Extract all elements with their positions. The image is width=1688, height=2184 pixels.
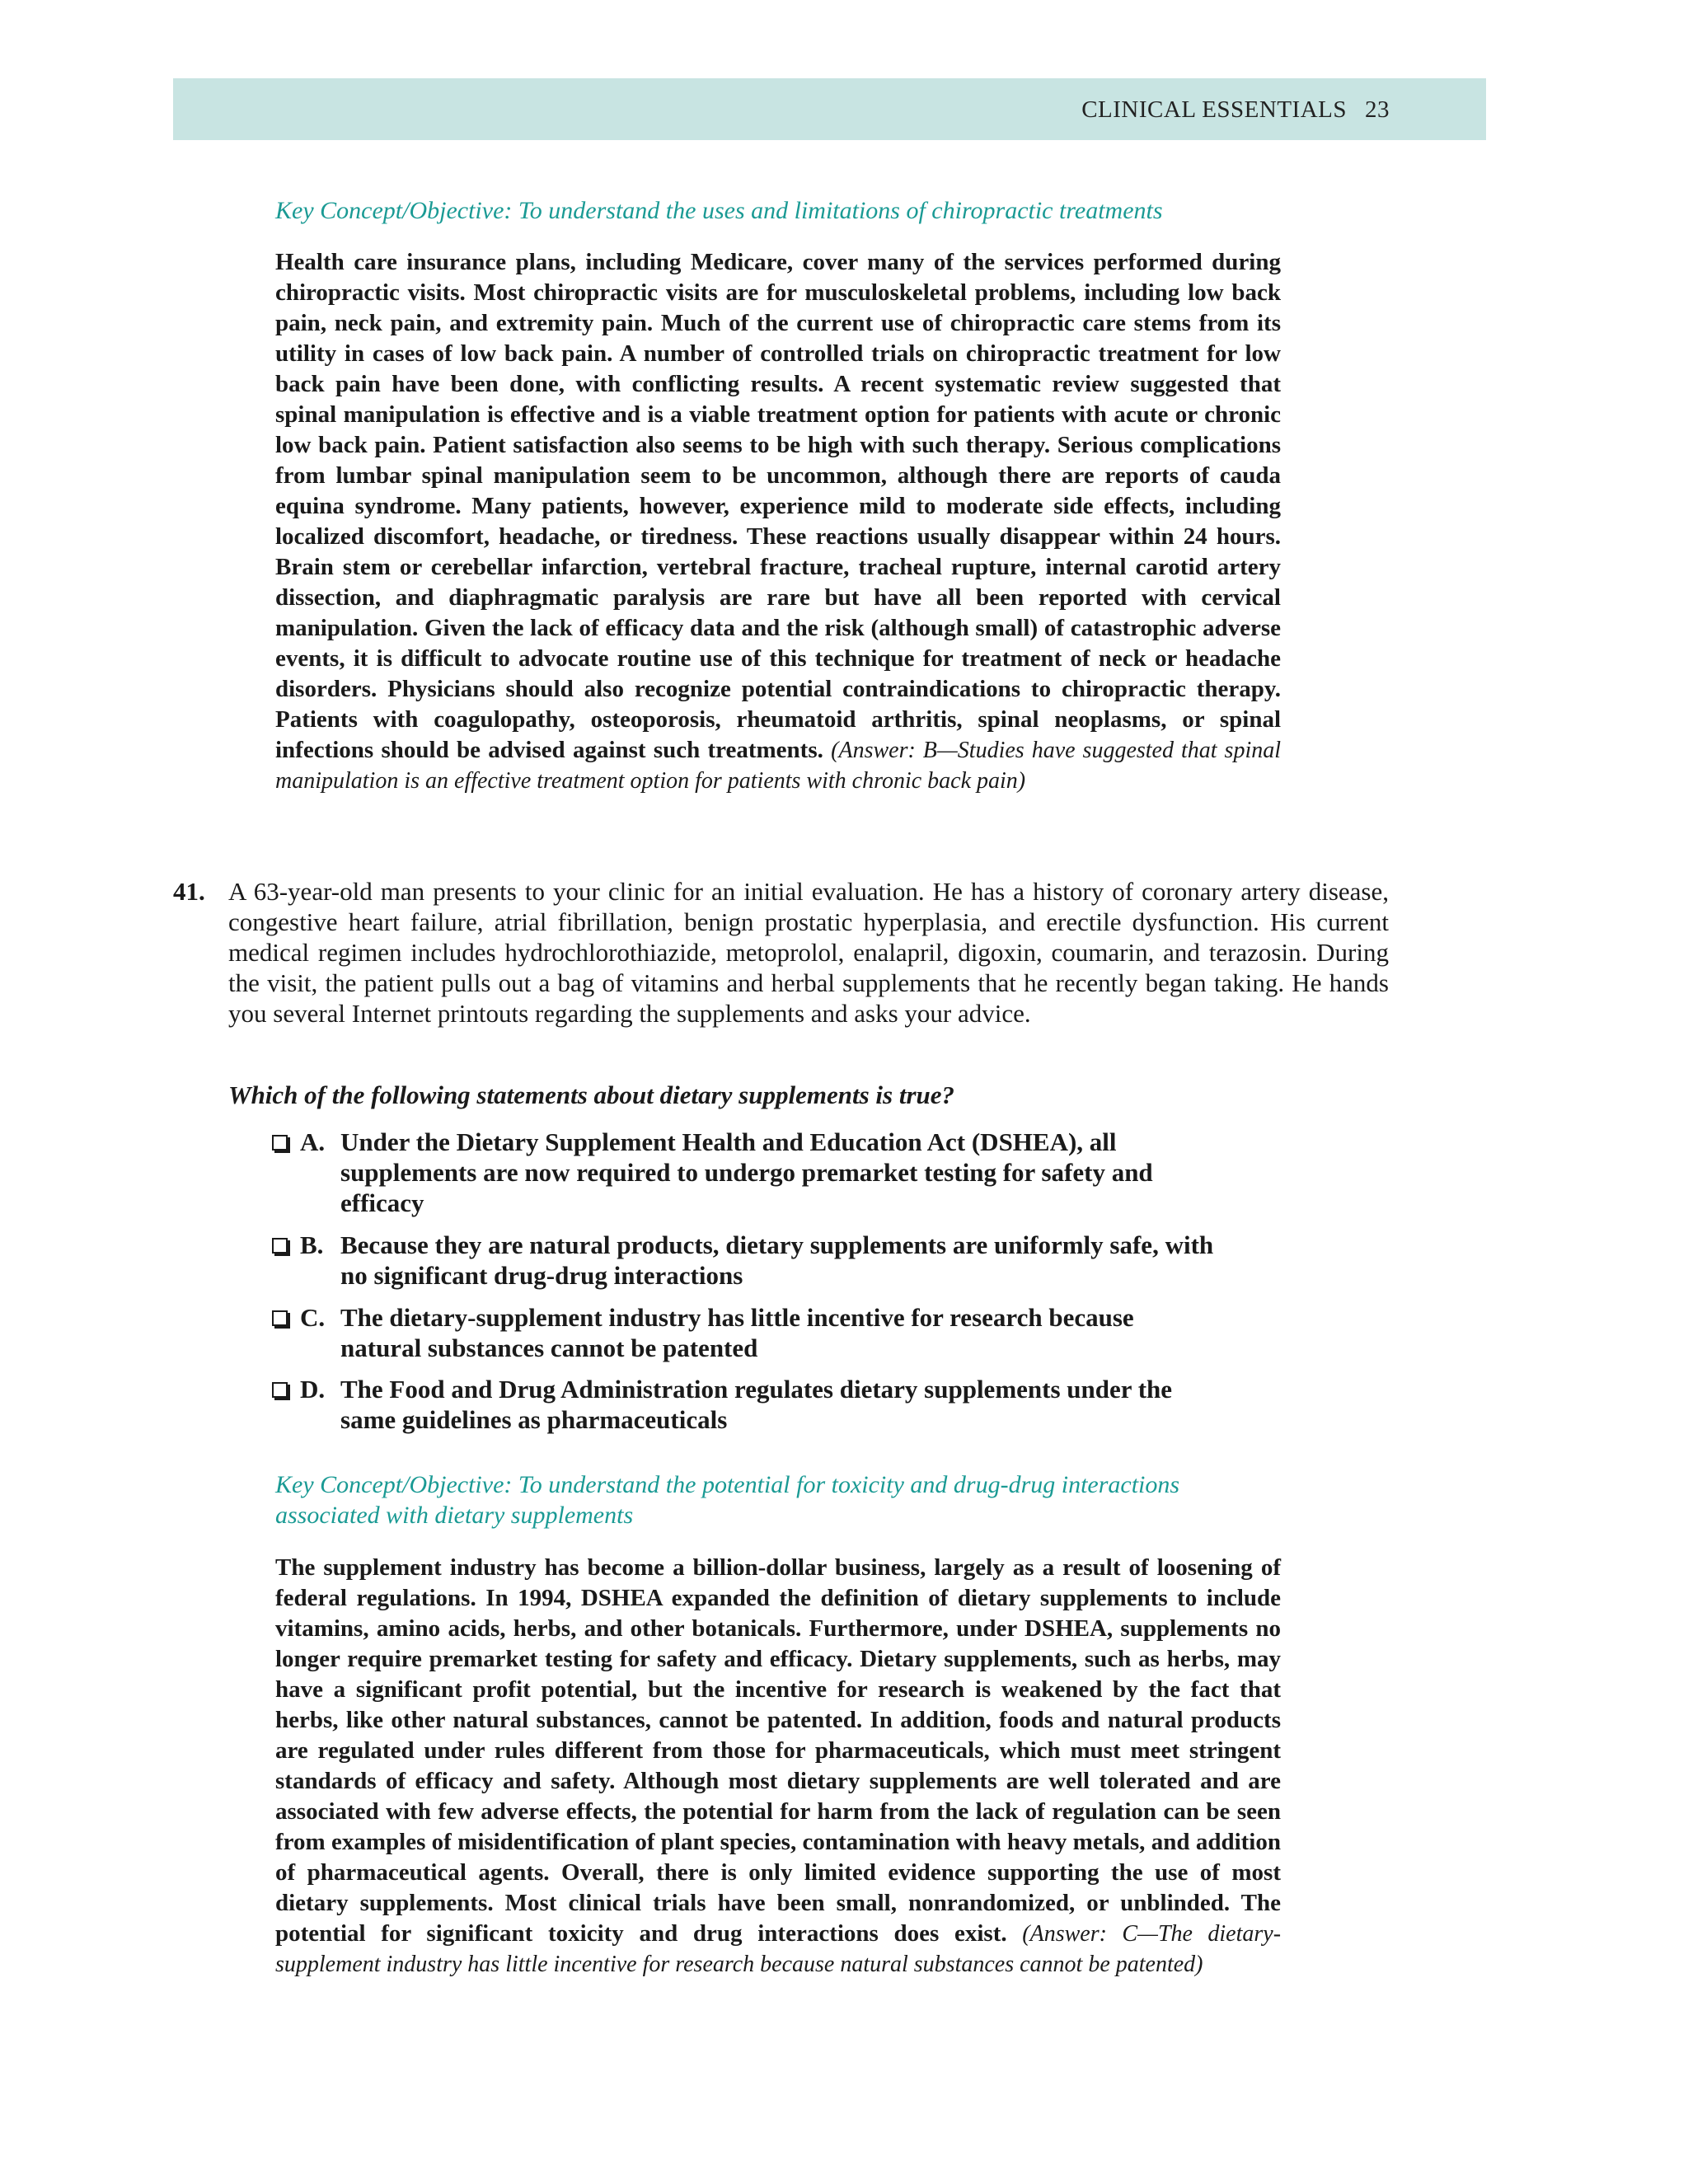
option-text: The Food and Drug Administration regulates dietary supplements under the same guidelines as pharmaceuticals bbox=[340, 1375, 1173, 1434]
checkbox-b[interactable] bbox=[272, 1238, 288, 1254]
question-prompt: Which of the following statements about dietary supplements is true? bbox=[228, 1080, 955, 1109]
explanation-supplements bbox=[275, 1553, 1281, 1980]
key-concept-chiropractic: Key Concept/Objective: To understand the uses and limitations of chiropractic treatments bbox=[275, 197, 1163, 224]
option-letter: C. bbox=[300, 1303, 326, 1332]
header-text bbox=[1081, 96, 1390, 124]
running-header bbox=[173, 78, 1486, 140]
option-letter: B. bbox=[300, 1230, 324, 1259]
checkbox-d[interactable] bbox=[272, 1382, 288, 1398]
question-number: 41. bbox=[173, 877, 205, 906]
option-text: The dietary-supplement industry has little incentive for research because natural substances cannot be patented bbox=[340, 1303, 1134, 1362]
explanation-chiropractic bbox=[275, 247, 1281, 796]
header-section-title: CLINICAL ESSENTIALS bbox=[1081, 96, 1347, 123]
checkbox-c[interactable] bbox=[272, 1310, 288, 1326]
key-concept-supplements: Key Concept/Objective: To understand the potential for toxicity and drug-drug interactions associated with dietary supplements bbox=[275, 1471, 1180, 1529]
explanation-body: Health care insurance plans, including Medicare, cover many of the services performed during chiropractic visits. Most chiropractic visits are for musculoskeletal problems, including low back pain, neck pain, and extremity pain. Much of the current use of chiropractic care stems from its utility in cases of low back pain. A number of controlled trials on chiropractic treatment for low back pain have been done, with conflicting results. A recent systematic review suggested that spinal manipulation is effective and is a viable treatment option for patients with acute or chronic low back pain. Patient satisfaction also seems to be high with such therapy. Serious complications from lumbar spinal manipulation seem to be uncommon, although there are reports of cauda equina syndrome. Many patients, however, experience mild to moderate side effects, including localized discomfort, headache, or tiredness. These reactions usually disappear within 24 hours. Brain stem or cerebellar infarction, vertebral fracture, tracheal rupture, internal carotid artery dissection, and diaphragmatic paralysis are rare but have all been reported with cervical manipulation. Given the lack of efficacy data and the risk (although small) of catastrophic adverse events, it is difficult to advocate routine use of this technique for treatment of neck or headache disorders. Physicians should also recognize potential contraindications to chiropractic therapy. Patients with coagulopathy, osteoporosis, rheumatoid arthritis, spinal neoplasms, or spinal infections should be advised against such treatments. bbox=[275, 249, 1281, 763]
option-letter: A. bbox=[300, 1127, 326, 1156]
question-stem: A 63-year-old man presents to your clinic for an initial evaluation. He has a history of coronary artery disease, congestive heart failure, atrial fibrillation, benign prostatic hyperplasia, and erectile dysfunction. His current medical regimen includes hydrochlorothiazide, metoprolol, enalapril, digoxin, coumarin, and terazosin. During the visit, the patient pulls out a bag of vitamins and herbal supplements that he recently began taking. He hands you several Internet printouts regarding the supplements and asks your advice. bbox=[228, 877, 1389, 1028]
answer-text: (Answer: C—The dietary-supplement industry has little incentive for research because natural substances cannot be patented) bbox=[275, 1921, 1282, 1977]
option-text: Under the Dietary Supplement Health and Education Act (DSHEA), all supplements are now required to undergo premarket testing for safety and efficacy bbox=[340, 1127, 1153, 1217]
answer-text: (Answer: B—Studies have suggested that spinal manipulation is an effective treatment option for patients with chronic back pain) bbox=[275, 738, 1282, 794]
option-text: Because they are natural products, dietary supplements are uniformly safe, with no significant drug-drug interactions bbox=[340, 1230, 1214, 1290]
option-letter: D. bbox=[300, 1375, 326, 1404]
checkbox-a[interactable] bbox=[272, 1135, 288, 1151]
explanation-body: The supplement industry has become a billion-dollar business, largely as a result of loosening of federal regulations. In 1994, DSHEA expanded the definition of dietary supplements to include vitamins, amino acids, herbs, and other botanicals. Furthermore, under DSHEA, supplements no longer require premarket testing for safety and efficacy. Dietary supplements, such as herbs, may have a significant profit potential, but the incentive for research is weakened by the fact that herbs, like other natural substances, cannot be patented. In addition, foods and natural products are regulated under rules different from those for pharmaceuticals, which must meet stringent standards of efficacy and safety. Although most dietary supplements are well tolerated and are associated with few adverse effects, the potential for harm from the lack of regulation can be seen from examples of misidentification of plant species, contamination with heavy metals, and addition of pharmaceutical agents. Overall, there is only limited evidence supporting the use of most dietary supplements. Most clinical trials have been small, nonrandomized, or unblinded. The potential for significant toxicity and drug interactions does exist. bbox=[275, 1554, 1281, 1947]
page-number: 23 bbox=[1365, 96, 1390, 123]
